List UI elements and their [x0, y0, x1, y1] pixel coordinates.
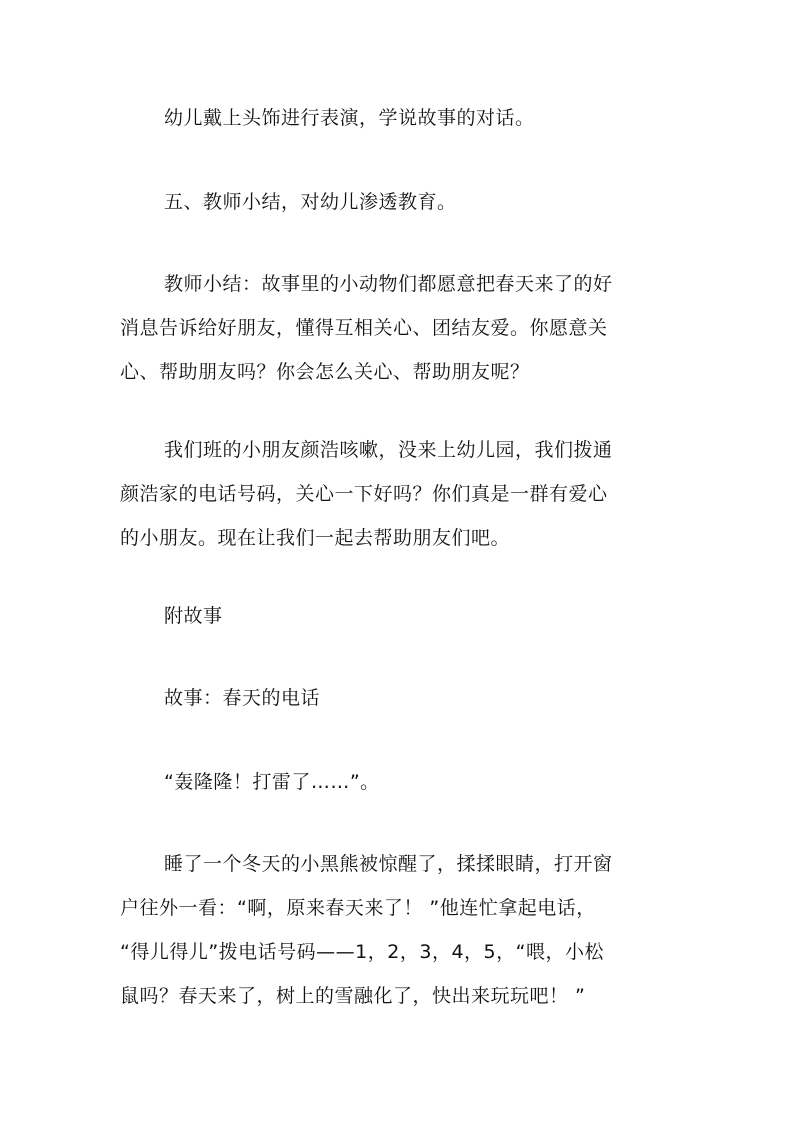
paragraph-little-bear	[120, 842, 660, 1018]
text-line: 鼠吗？春天来了，树上的雪融化了，快出来玩玩吧！ ”	[120, 985, 586, 1007]
paragraph-performance	[120, 96, 660, 140]
text-line: “轰隆隆！打雷了……”。	[164, 771, 380, 793]
text-line: 幼儿戴上头饰进行表演，学说故事的对话。	[164, 107, 535, 129]
text-line: 户往外一看：“啊，原来春天来了！ ”他连忙拿起电话，	[120, 897, 596, 919]
text-line: 心、帮助朋友吗？你会怎么关心、帮助朋友呢？	[120, 361, 530, 383]
text-line: 附故事	[164, 605, 223, 627]
story-title	[120, 676, 660, 720]
text-line: “得儿得儿”拨电话号码——1，2，3，4，5，“喂，小松	[120, 941, 604, 963]
appendix-heading	[120, 594, 660, 638]
text-line: 五、教师小结，对幼儿渗透教育。	[164, 191, 457, 213]
text-line: 消息告诉给好朋友，懂得互相关心、团结友爱。你愿意关	[120, 317, 608, 339]
text-line: 我们班的小朋友颜浩咳嗽，没来上幼儿园，我们拨通	[164, 439, 613, 461]
text-line: 的小朋友。现在让我们一起去帮助朋友们吧。	[120, 527, 511, 549]
text-line: 教师小结：故事里的小动物们都愿意把春天来了的好	[164, 273, 613, 295]
text-line: 颜浩家的电话号码，关心一下好吗？你们真是一群有爱心	[120, 483, 608, 505]
paragraph-class-friend	[120, 428, 660, 560]
text-line: 故事：春天的电话	[164, 687, 321, 709]
text-line: 睡了一个冬天的小黑熊被惊醒了，揉揉眼睛，打开窗	[164, 853, 613, 875]
section-heading-summary	[120, 180, 660, 224]
paragraph-teacher-summary	[120, 262, 660, 394]
paragraph-thunder	[120, 760, 660, 804]
